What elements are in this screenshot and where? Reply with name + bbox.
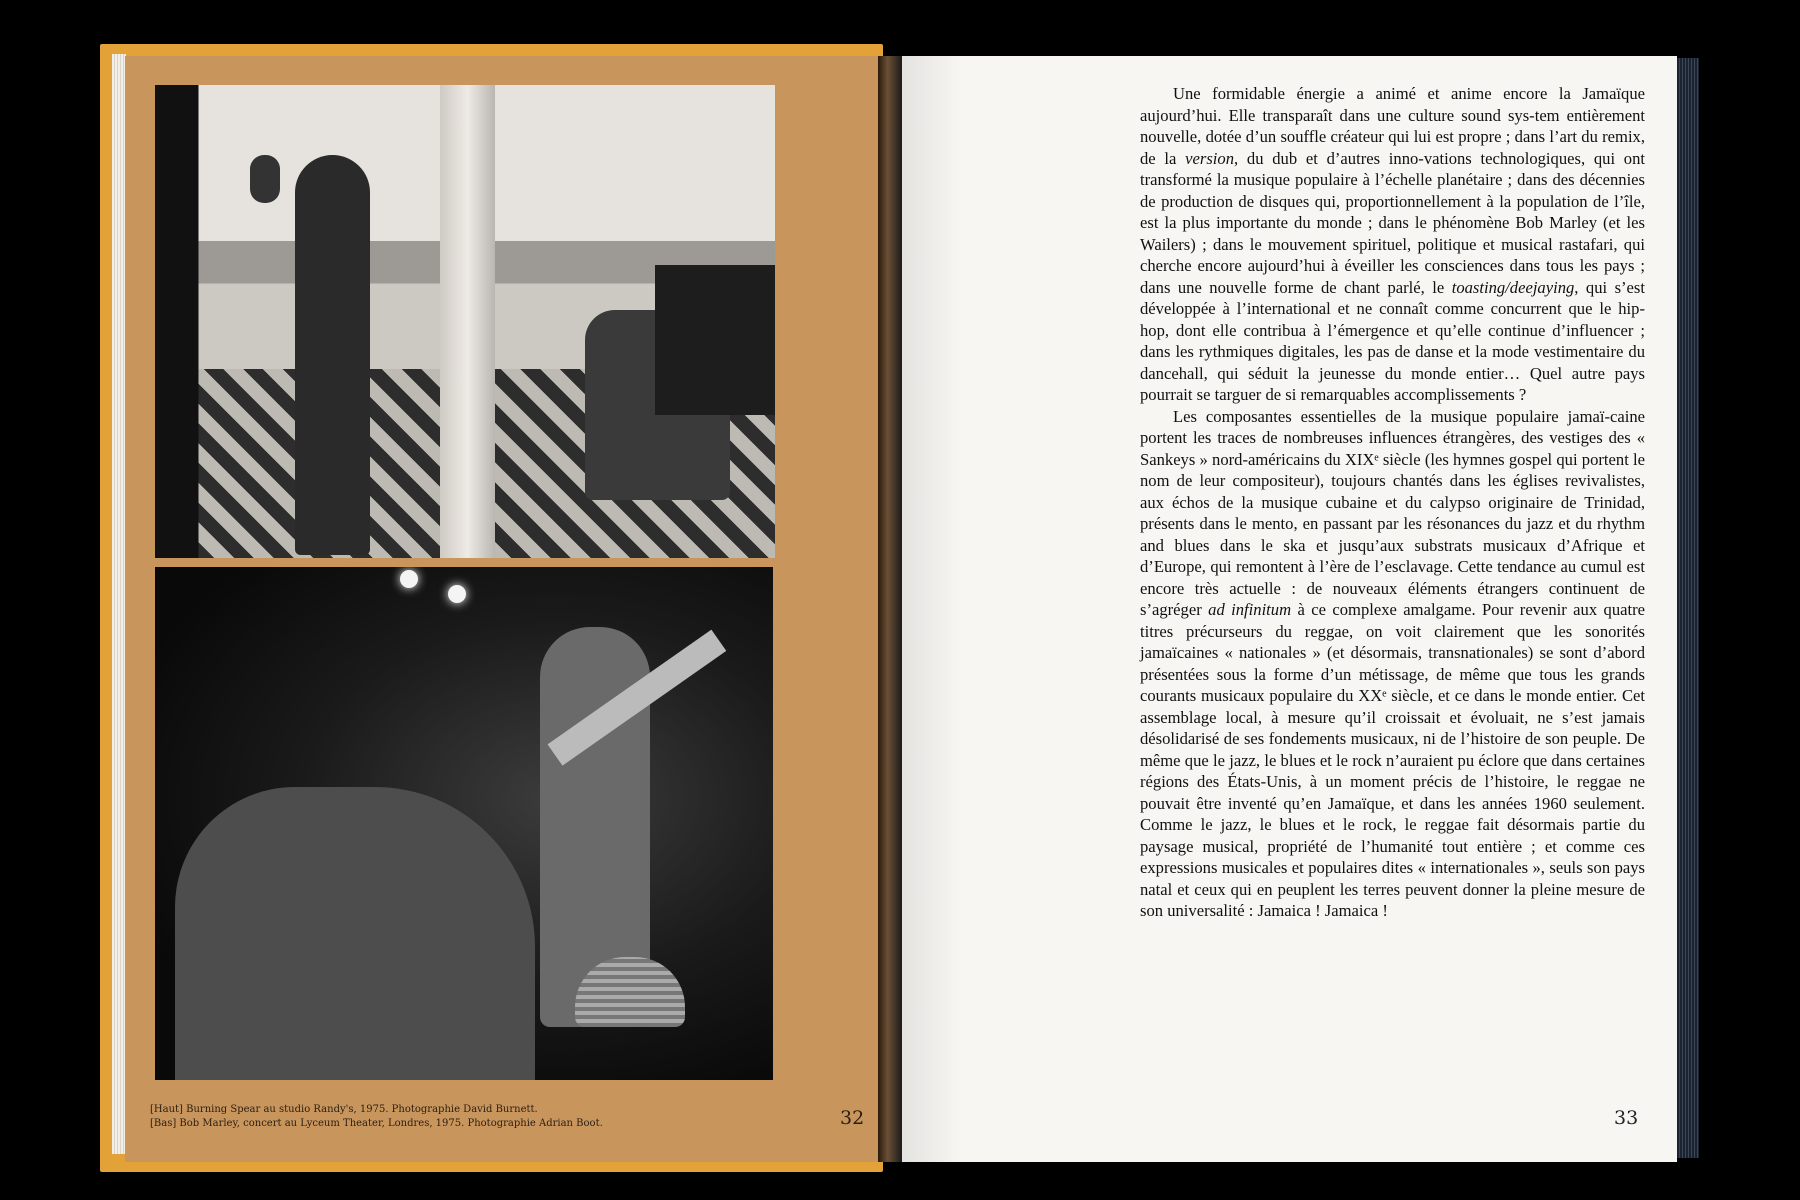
book-gutter bbox=[878, 56, 902, 1162]
italic-toasting: toasting/deejaying bbox=[1451, 277, 1575, 297]
italic-version: version bbox=[1185, 148, 1234, 168]
caption-line-bottom: [Bas] Bob Marley, concert au Lyceum Theater, Londres, 1975. Photographie Adrian Boot. bbox=[150, 1117, 603, 1129]
microphone-icon bbox=[250, 155, 280, 203]
paragraph-2-part-b: à ce complexe amalgame. Pour revenir aux quatre titres précurseurs du reggae, on voit clairement que les sonorités jamaïcaines « nationales » (et désormais, transnationales) se sont d’abord présentées sous la forme d’un métissage, de même que tous les grands courants musicaux populaire du XXᵉ siècle, et ce dans le monde entier. Cet assemblage local, à mesure qu’il croissait et évoluait, ne s’est jamais désolidarisé de ses fondements musicaux, ni de l’histoire de son peuple. De même que le jazz, le blues et le rock n’auraient pu éclore que dans certaines régions des États-Unis, à un moment précis de l’histoire, le reggae ne pouvait être inventé qu’en Jamaïque, et dans les années 1960 seulement. Comme le jazz, le blues et le rock, le reggae fait désormais partie du paysage musical, propriété de l’humanité tout entière ; et comme ces expressions musicales et populaires dites « internationales », seuls son pays natal et ceux qui en peuplent les terres peuvent donner la pleine mesure de son universalité : Jamaica ! Jamaica ! bbox=[1140, 600, 1646, 920]
photo-caption bbox=[150, 1103, 670, 1130]
paragraph-1-part-a: Une formidable énergie a animé et anime encore la Jamaïque aujourd’hui. Elle transparaît dans une culture sound sys-tem entièrement nouvelle, dotée d’un souffle créateur qui lui est propre ; dans l’art du remix, de la bbox=[1140, 84, 1645, 168]
paragraph-1 bbox=[1140, 83, 1645, 406]
piano-shape bbox=[655, 265, 775, 415]
stage-light-icon bbox=[448, 585, 466, 603]
stage-light-icon bbox=[400, 570, 418, 588]
paragraph-2-part-a: Les composantes essentielles de la musique populaire jamaï-caine portent les traces de nombreuses influences étrangères, des vestiges des « Sankeys » nord-américains du XIXᵉ siècle (les hymnes gospel qui portent le nom de leur compositeur), toujours chantés dans les églises revivalistes, aux échos de la musique cubaine et du calypso originaire de Trinidad, présents dans le mento, en passant par les résonances du jazz et du rhythm and blues dans le ska et jusqu’aux substrats musicaux d’Afrique et d’Europe, qui remontent à l’ère de l’esclavage. Cette tendance au cumul est encore très actuelle : de nouveaux éléments étrangers continuent de s’agréger bbox=[1140, 406, 1645, 619]
paragraph-1-part-c: , qui s’est développée à l’international et ne connaît comme concurrent que le hip-hop, dont elle contribua à l’émergence et qu’elle continue d’influencer ; dans les rythmiques digitales, les pas de danse et la mode vestimentaire du dancehall, qui séduit la jeunesse du monde entier… Quel autre pays pourrait se targuer de si remarquables accomplissements ? bbox=[1140, 277, 1645, 404]
page-number-right: 33 bbox=[1614, 1107, 1639, 1129]
studio-photo bbox=[155, 85, 775, 558]
italic-ad-infinitum: ad infinitum bbox=[1208, 600, 1292, 619]
paragraph-2 bbox=[1140, 406, 1645, 922]
singer-figure bbox=[295, 155, 370, 555]
concert-photo bbox=[155, 567, 773, 1080]
paragraph-1-part-b: , du dub et d’autres inno-vations technologiques, qui ont transformé la musique populaire à l’échelle planétaire ; dans des décennies de production de disques qui, proportionnellement à la population de l’île, est la plus importante du monde ; dans le phénomène Bob Marley (et les Wailers) ; dans le mouvement spirituel, politique et musical rastafari, qui cherche encore aujourd’hui à éveiller les consciences dans tous les pays ; dans une nouvelle forme de chant parlé, le bbox=[1140, 148, 1646, 297]
page-edges-left bbox=[112, 54, 126, 1154]
page-number-left: 32 bbox=[840, 1107, 865, 1129]
body-text bbox=[1140, 83, 1645, 922]
gutter-shadow bbox=[902, 56, 962, 1162]
photo-pillar bbox=[440, 85, 495, 558]
page-edges-right bbox=[1677, 58, 1699, 1158]
caption-line-top: [Haut] Burning Spear au studio Randy's, 1975. Photographie David Burnett. bbox=[150, 1104, 538, 1115]
crowd-figures bbox=[175, 787, 535, 1080]
